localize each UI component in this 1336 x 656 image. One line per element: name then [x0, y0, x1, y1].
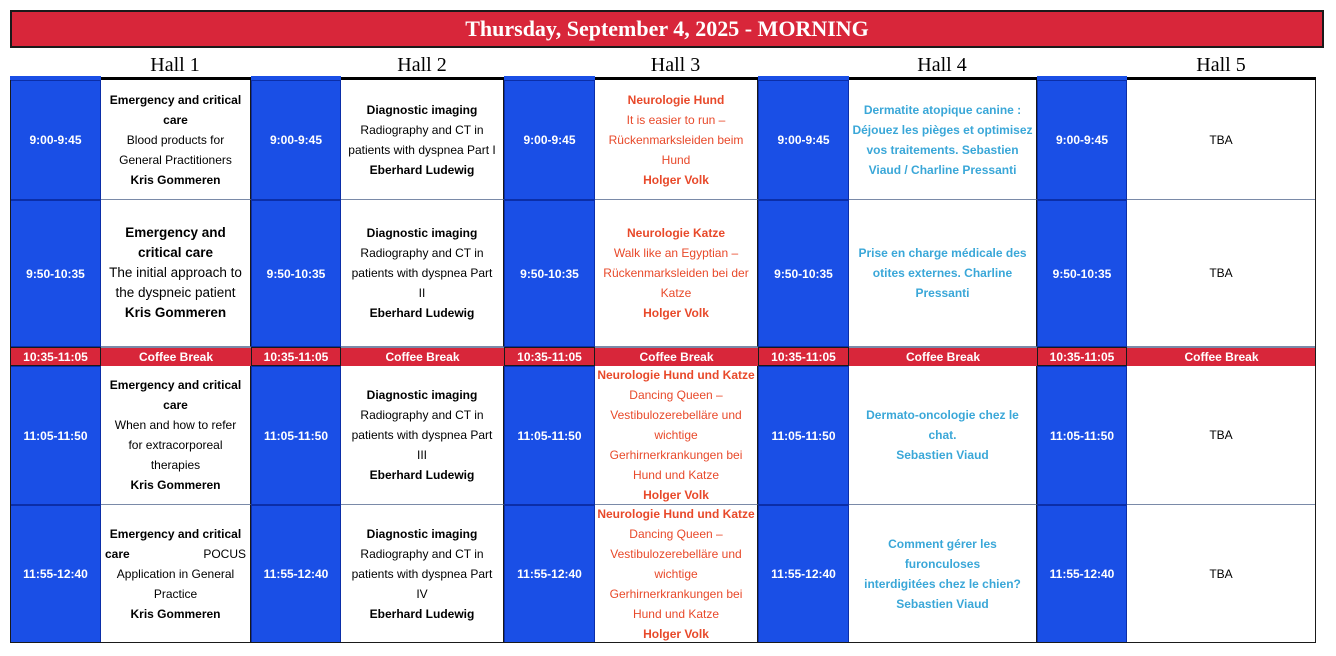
hall-4-header: Hall 4: [917, 54, 967, 76]
session-track: Emergency and critical: [109, 526, 242, 541]
session-topic: patients with dyspnea Part: [351, 266, 493, 280]
session-topic: otites externes. Charline: [872, 266, 1013, 280]
session-topic: It is easier to run –: [626, 112, 726, 127]
session-speaker: Holger Volk: [643, 306, 709, 320]
session-cell-hall2[interactable]: [341, 366, 504, 505]
session-topic: Radiography and CT in: [360, 122, 484, 137]
table-border: [10, 80, 11, 643]
time-slot: 9:50-10:35: [1037, 200, 1127, 347]
session-topic: Vestibulozerebelläre und: [610, 408, 742, 422]
session-topic: When and how to refer: [114, 418, 237, 432]
session-cell-hall1[interactable]: [101, 505, 251, 643]
session-topic: II: [418, 286, 426, 300]
session-track: Diagnostic imaging: [366, 526, 478, 541]
session-tba: TBA: [1209, 566, 1233, 581]
session-track: care: [105, 546, 130, 561]
session-topic: Gerhirnerkrankungen bei: [609, 448, 743, 462]
session-topic: therapies: [150, 458, 201, 472]
hall-1-header: Hall 1: [150, 54, 200, 76]
session-cell-hall5[interactable]: [1127, 200, 1316, 347]
session-speaker: Eberhard Ludewig: [369, 306, 475, 320]
session-topic: Déjouez les pièges et optimisez: [852, 122, 1033, 137]
session-track: Diagnostic imaging: [366, 226, 478, 240]
session-cell-hall1[interactable]: [101, 366, 251, 505]
session-track: Neurologie Hund und Katze: [597, 368, 755, 382]
session-cell-hall3[interactable]: [595, 505, 758, 643]
session-topic: for extracorporeal: [128, 438, 223, 452]
session-speaker: Kris Gommeren: [130, 478, 221, 492]
session-topic: III: [416, 448, 427, 462]
session-topic: interdigitées chez le chien?: [864, 576, 1021, 591]
session-topic: Radiography and CT in: [360, 546, 484, 561]
session-topic: Dermatite atopique canine :: [863, 102, 1022, 117]
session-speaker: Kris Gommeren: [124, 305, 227, 320]
break-time: 10:35-11:05: [504, 347, 595, 366]
session-cell-hall5[interactable]: [1127, 80, 1316, 200]
session-topic: Prise en charge médicale des: [858, 246, 1027, 260]
session-cell-hall4[interactable]: [849, 80, 1037, 200]
session-track: care: [163, 398, 188, 412]
session-topic: Hund und Katze: [632, 468, 720, 482]
coffee-break-label: Coffee Break: [849, 347, 1037, 366]
time-slot: 9:50-10:35: [758, 200, 849, 347]
time-slot: 9:00-9:45: [1037, 80, 1127, 200]
session-speaker: Sebastien Viaud: [896, 596, 989, 611]
time-slot: 9:00-9:45: [251, 80, 341, 200]
session-speaker: Kris Gommeren: [130, 172, 221, 187]
session-speaker: Holger Volk: [643, 626, 709, 641]
session-topic: the dyspneic patient: [115, 285, 236, 300]
session-topic: POCUS: [203, 546, 246, 561]
session-topic: Dancing Queen –: [629, 388, 723, 402]
time-slot: 11:55-12:40: [1037, 505, 1127, 643]
break-time: 10:35-11:05: [10, 347, 101, 366]
session-topic: wichtige: [654, 566, 698, 581]
hall-5-header: Hall 5: [1196, 54, 1246, 76]
session-topic: Practice: [153, 586, 198, 601]
session-track: Diagnostic imaging: [366, 388, 478, 402]
time-slot: 11:05-11:50: [10, 366, 101, 505]
session-speaker: Kris Gommeren: [130, 606, 221, 621]
session-topic: Vestibulozerebelläre und: [610, 546, 742, 561]
time-slot: 9:00-9:45: [758, 80, 849, 200]
session-track: Neurologie Hund und Katze: [597, 506, 755, 521]
session-speaker: Eberhard Ludewig: [369, 468, 475, 482]
session-topic: patients with dyspnea Part: [351, 428, 493, 442]
session-topic: The initial approach to: [109, 265, 242, 280]
session-topic: Comment gérer les furonculoses: [888, 536, 997, 571]
session-cell-hall5[interactable]: [1127, 366, 1316, 505]
session-track-row: [103, 544, 248, 564]
session-topic: vos traitements. Sebastien: [866, 142, 1019, 157]
session-topic: Dermato-oncologie chez le chat.: [866, 408, 1019, 442]
session-topic: Blood products for: [126, 132, 225, 147]
coffee-break-label: Coffee Break: [341, 347, 504, 366]
time-slot: 11:55-12:40: [758, 505, 849, 643]
coffee-break-label: Coffee Break: [1127, 347, 1316, 366]
session-cell-hall2[interactable]: [341, 200, 504, 347]
session-topic: Rückenmarksleiden bei der: [603, 266, 749, 280]
break-time: 10:35-11:05: [251, 347, 341, 366]
session-track: Neurologie Katze: [626, 226, 725, 240]
session-speaker: Holger Volk: [643, 172, 709, 187]
session-tba: TBA: [1209, 132, 1233, 147]
session-track: Emergency and critical: [109, 92, 242, 107]
hall-3-header: Hall 3: [650, 54, 701, 76]
session-topic: Katze: [660, 286, 692, 300]
time-slot: 9:50-10:35: [504, 200, 595, 347]
session-cell-hall2[interactable]: [341, 505, 504, 643]
session-topic: Rückenmarksleiden beim: [608, 132, 744, 147]
session-track: Emergency and critical: [109, 378, 242, 392]
session-cell-hall3[interactable]: [595, 200, 758, 347]
session-cell-hall3[interactable]: [595, 80, 758, 200]
time-slot: 11:05-11:50: [758, 366, 849, 505]
session-speaker: Eberhard Ludewig: [369, 606, 475, 621]
break-time: 10:35-11:05: [1037, 347, 1127, 366]
session-cell-hall1[interactable]: [101, 80, 251, 200]
table-border: [10, 642, 1316, 643]
table-border: [1315, 80, 1316, 643]
session-tba: TBA: [1209, 266, 1233, 280]
session-track: Diagnostic imaging: [366, 102, 478, 117]
session-speaker: Eberhard Ludewig: [369, 162, 475, 177]
hall-2-header: Hall 2: [397, 54, 447, 76]
time-slot: 11:55-12:40: [504, 505, 595, 643]
session-cell-hall3[interactable]: [595, 366, 758, 505]
session-track: Emergency and: [125, 225, 226, 240]
time-slot: 9:50-10:35: [10, 200, 101, 347]
session-topic: Dancing Queen –: [629, 526, 723, 541]
session-tba: TBA: [1209, 428, 1233, 442]
session-topic: IV: [416, 586, 428, 601]
session-speaker: Pressanti: [915, 286, 970, 300]
session-cell-hall4[interactable]: [849, 505, 1037, 643]
session-track: care: [163, 112, 188, 127]
session-cell-hall4[interactable]: [849, 366, 1037, 505]
page-title: Thursday, September 4, 2025 - MORNING: [10, 10, 1324, 48]
session-topic: patients with dyspnea Part: [351, 566, 493, 581]
time-slot: 9:00-9:45: [10, 80, 101, 200]
session-topic: Walk like an Egyptian –: [613, 246, 739, 260]
session-track: critical care: [137, 245, 214, 260]
session-cell-hall4[interactable]: [849, 200, 1037, 347]
session-cell-hall5[interactable]: [1127, 505, 1316, 643]
session-track: Neurologie Hund: [627, 92, 725, 107]
session-topic: Hund: [661, 152, 691, 167]
session-speaker: Sebastien Viaud: [896, 448, 989, 462]
session-topic: Application in General: [116, 566, 235, 581]
time-slot: 11:05-11:50: [251, 366, 341, 505]
time-slot: 11:55-12:40: [251, 505, 341, 643]
coffee-break-label: Coffee Break: [595, 347, 758, 366]
session-topic: Gerhirnerkrankungen bei: [609, 586, 743, 601]
break-time: 10:35-11:05: [758, 347, 849, 366]
coffee-break-label: Coffee Break: [101, 347, 251, 366]
session-topic: Hund und Katze: [632, 606, 720, 621]
session-cell-hall1[interactable]: [101, 200, 251, 347]
session-topic: Radiography and CT in: [360, 246, 484, 260]
session-topic: General Practitioners: [119, 152, 232, 167]
time-slot: 11:05-11:50: [504, 366, 595, 505]
session-cell-hall2[interactable]: [341, 80, 504, 200]
session-topic: wichtige: [654, 428, 698, 442]
session-speaker: Viaud / Charline Pressanti: [868, 162, 1017, 177]
time-slot: 9:00-9:45: [504, 80, 595, 200]
session-speaker: Holger Volk: [643, 488, 709, 502]
time-slot: 11:05-11:50: [1037, 366, 1127, 505]
time-slot: 9:50-10:35: [251, 200, 341, 347]
session-topic: Radiography and CT in: [360, 408, 484, 422]
time-slot: 11:55-12:40: [10, 505, 101, 643]
session-topic: patients with dyspnea Part I: [348, 142, 496, 157]
